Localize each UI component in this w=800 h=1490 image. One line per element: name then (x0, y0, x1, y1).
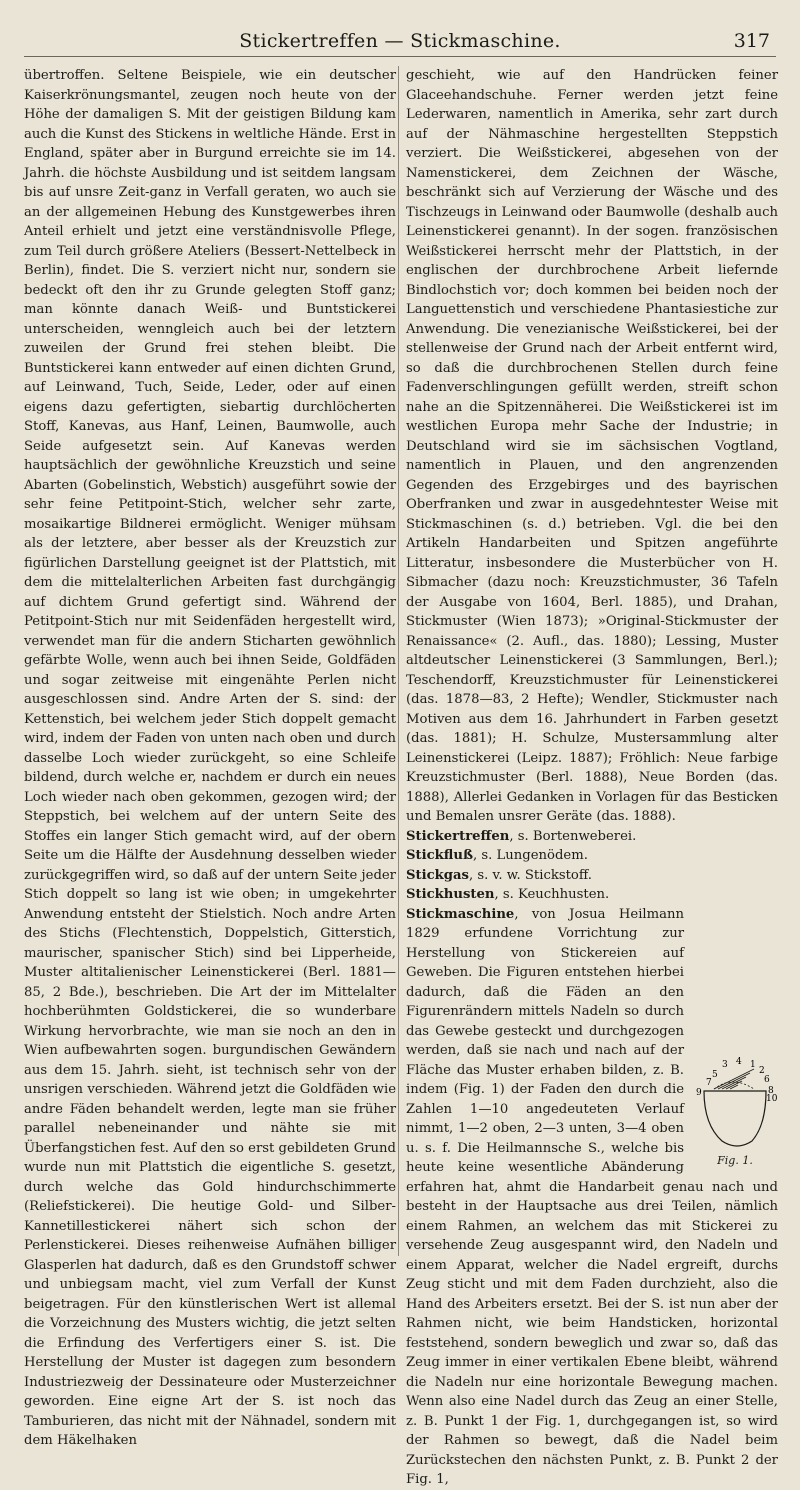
figure-label: 4 (736, 1056, 742, 1067)
page-title: Stickertreffen — Stickmaschine. (239, 30, 561, 52)
entry-head: Stickertreffen (406, 828, 510, 844)
page-header (24, 28, 776, 57)
figure-label: 6 (764, 1074, 770, 1085)
figure-label: 3 (722, 1059, 728, 1070)
entry-stickertreffen (406, 827, 778, 847)
left-column-text: übertroffen. Seltene Beispiele, wie ein deutscher Kaiserkrönungsmantel, zeugen noch heute von der Höhe der damaligen S. Mit der geistigen Bildung kam auch die Kunst des Stickens in weltliche Hände. Erst in England, später aber in Burgund erreichte sie im 14. Jahrh. die höchste Ausbildung und ist seitdem langsam bis auf unsre Zeit-ganz in Verfall geraten, wo auch sie an der allgemeinen Hebung des Kunstgewerbes ihren Anteil erhielt und jetzt eine verständnisvolle Pflege, zum Teil durch größere Ateliers (Bessert-Nettelbeck in Berlin), findet. Die S. verziert nicht nur, sondern sie bedeckt oft den ihr zu Grunde gelegten Stoff ganz; man könnte danach Weiß- und Buntstickerei unterscheiden, wenngleich auch bei der letztern zuweilen der Grund frei stehen bleibt. Die Buntstickerei kann entweder auf einen dichten Grund, auf Leinwand, Tuch, Seide, Leder, oder auf einen eigens dazu gefertigten, siebartig durchlöcherten Stoff, Kanevas, aus Hanf, Leinen, Baumwolle, auch Seide aufgesetzt sein. Auf Kanevas werden hauptsächlich der gewöhnliche Kreuzstich und seine Abarten (Gobelinstich, Webstich) ausgeführt sowie der sehr feine Petitpoint-Stich, welcher sehr zarte, mosaikartige Bildnerei ermöglicht. Weniger mühsam als der letztere, aber besser als der Kreuzstich zur figürlichen Darstellung geeignet ist der Plattstich, mit dem die mittelalterlichen Arbeiten fast durchgängig auf dichtem Grund gefertigt sind. Während der Petitpoint-Stich nur mit Seidenfäden hergestellt wird, verwendet man für die andern Sticharten gewöhnlich gefärbte Wolle, wenn auch bei ihnen Seide, Goldfäden und sogar zeitweise mit eingenähte Perlen nicht ausgeschlossen sind. Andre Arten der S. sind: der Kettenstich, bei welchem jeder Stich doppelt gemacht wird, indem der Faden von unten nach oben und durch dasselbe Loch wieder zurückgeht, so eine Schleife bildend, durch welche er, nachdem er durch ein neues Loch wieder nach oben gekommen, gezogen wird; der Steppstich, bei welchem auf der untern Seite des Stoffes ein langer Stich gemacht wird, auf der obern Seite um die Hälfte der Ausdehnung desselben wieder zurückgegriffen wird, so daß auf der untern Seite jeder Stich doppelt so lang ist wie oben; in umgekehrter Anwendung entsteht der Stielstich. Noch andre Arten des Stichs (Flechtenstich, Doppelstich, Gitterstich, maurischer, spanischer Stich) sind bei Lipperheide, Muster altitalienischer Leinenstickerei (Berl. 1881—85, 2 Bde.), beschrieben. Die Art der im Mittelalter hochberühmten Goldstickerei, die so wunderbare Wirkung hervorbrachte, wie man sie noch an den in Wien aufbewahrten sogen. burgundischen Gewändern aus dem 15. Jahrh. sieht, ist technisch sehr von der unsrigen verschieden. Während jetzt die Goldfäden wie andre Fäden behandelt werden, legte man sie früher parallel nebeneinander und nähte sie mit Überfangstichen fest. Auf den so erst gebildeten Grund wurde nun mit Plattstich die eigentliche S. gesetzt, durch welche das Gold hindurchschimmerte (Reliefstickerei). Die heutige Gold- und Silber-Kannetillestickerei nähert sich schon der Perlenstickerei. Dieses reihenweise Aufnähen billiger Glasperlen hat dadurch, daß es den Grundstoff schwer und unbiegsam macht, viel zum Verfall der Kunst beigetragen. Für den künstlerischen Wert ist allemal die Vorzeichnung des Musters wichtig, die jetzt selten die Erfindung des Verfertigers einer S. ist. Die Herstellung der Muster ist dagegen zum besondern Industriezweig der Dessinateure oder Musterzeichner geworden. Eine eigne Art der S. ist noch das Tamburieren, das nicht mit der Nähnadel, sondern mit dem Häkelhaken (24, 68, 396, 1448)
figure-label: 7 (706, 1077, 712, 1088)
entry-text: , s. Lungenödem. (473, 848, 588, 863)
right-column (406, 66, 778, 1487)
figure-label: 2 (759, 1065, 765, 1076)
entry-stickgas (406, 866, 778, 886)
entry-head: Stickhusten (406, 887, 495, 902)
figure-label: 1 (750, 1059, 756, 1070)
figure-label: 10 (766, 1093, 778, 1104)
figure-1 (692, 1055, 778, 1171)
entry-text: , s. Keuchhusten. (494, 887, 610, 902)
entry-stickhusten (406, 885, 778, 905)
entry-text: , s. v. w. Stickstoff. (468, 867, 592, 883)
stitch-diagram (692, 1055, 778, 1153)
figure-caption: Fig. 1. (717, 1154, 753, 1167)
entry-stickfluss (406, 846, 778, 866)
column-divider (398, 66, 399, 1256)
right-column-text: geschieht, wie auf den Handrücken feiner Glaceehandschuhe. Ferner werden jetzt feine Lederwaren, namentlich in Amerika, sehr zart durch auf der Nähmaschine hergestellten Steppstich verziert. Die Weißstickerei, abgesehen von der Namenstickerei, dem Zeichnen der Wäsche, beschränkt sich auf Verzierung der Wäsche und des Tischzeugs in Leinwand oder Baumwolle (deshalb auch Leinenstickerei genannt). In der sogen. französischen Weißstickerei herrscht mehr der Plattstich, in der englischen der durchbrochene Arbeit liefernde Bindlochstich vor; doch kommen bei beiden noch der Languettenstich und verschiedene Phantasiestiche zur Anwendung. Die venezianische Weißstickerei, bei der stellenweise der Grund nach der Arbeit entfernt wird, so daß die durchbrochenen Stellen durch feine Fadenverschlingungen gefüllt werden, streift schon nahe an die Spitzennäherei. Die Weißstickerei ist im westlichen Europa mehr Sache der Industrie; in Deutschland wird sie im sächsischen Vogtland, namentlich in Plauen, und den angrenzenden Gegenden des Erzgebirges und des bayrischen Oberfranken und zwar in ausgedehntester Weise mit Stickmaschinen (s. d.) betrieben. Vgl. die bei den Artikeln Handarbeiten und Spitzen angeführte Litteratur, insbesondere die Musterbücher von H. Sibmacher (dazu noch: Kreuzstichmuster, 36 Tafeln der Ausgabe von 1604, Berl. 1885), und Drahan, Stickmuster (Wien 1873); »Original-Stickmuster der Renaissance« (2. Aufl., das. 1880); Lessing, Muster altdeutscher Leinenstickerei (3 Sammlungen, Berl.); Teschendorff, Kreuzstichmuster für Leinenstickerei (das. 1878—83, 2 Hefte); Wendler, Stickmuster nach Motiven aus dem 16. Jahrhundert in Farben gesetzt (das. 1881); H. Schulze, Mustersammlung alter Leinenstickerei (Leipz. 1887); Fröhlich: Neue farbige Kreuzstichmuster (Berl. 1888), Neue Borden (das. 1888), Allerlei Gedanken in Vorlagen für das Besticken und Bemalen unsrer Geräte (das. 1888). (406, 68, 778, 824)
figure-label: 9 (696, 1087, 702, 1098)
page-number: 317 (733, 30, 770, 52)
figure-label: 8 (768, 1085, 774, 1096)
left-column (24, 66, 396, 1448)
entry-stickmaschine (406, 905, 778, 1490)
entry-head: Stickmaschine (406, 906, 515, 922)
entry-text: , von Josua Heilmann 1829 erfundene Vorrichtung zur Herstellung von Stickereien auf Geweben. Die Figuren entstehen hierbei dadurch, daß die Fäden an den Figurenrändern mittels Nadeln so durch das Gewebe gesteckt und durchgezogen werden, daß sie nach und nach auf der Fläche das Muster erhaben bilden, z. B. indem (Fig. 1) der Faden den durch die Zahlen 1—10 angedeuteten Verlauf nimmt, 1—2 oben, 2—3 unten, 3—4 oben u. s. f. Die Heilmannsche S., welche bis heute keine wesentliche Abänderung erfahren hat, ahmt die Handarbeit genau nach und besteht in der Hauptsache aus drei Teilen, nämlich einem Rahmen, an welchem das mit Stickerei zu versehende Zeug ausgespannt wird, den Nadeln und einem Apparat, welcher die Nadel ergreift, durchs Zeug sticht und mit dem Faden durchzieht, also die Hand des Arbeiters ersetzt. Bei der S. ist nun aber der Rahmen nicht, wie beim Handsticken, horizontal feststehend, sondern beweglich und zwar so, daß das Zeug immer in einer vertikalen Ebene bleibt, während die Nadeln nur eine horizontale Bewegung machen. Wenn also eine Nadel durch das Zeug an einer Stelle, z. B. Punkt 1 der Fig. 1, durchgegangen ist, so wird der Rahmen so bewegt, daß die Nadel beim Zurückstechen den nächsten Punkt, z. B. Punkt 2 der Fig. 1, (406, 906, 778, 1487)
entry-text: , s. Bortenweberei. (509, 828, 637, 844)
entry-head: Stickgas (406, 867, 469, 883)
figure-label: 5 (712, 1069, 718, 1080)
entry-head: Stickfluß (406, 848, 473, 863)
